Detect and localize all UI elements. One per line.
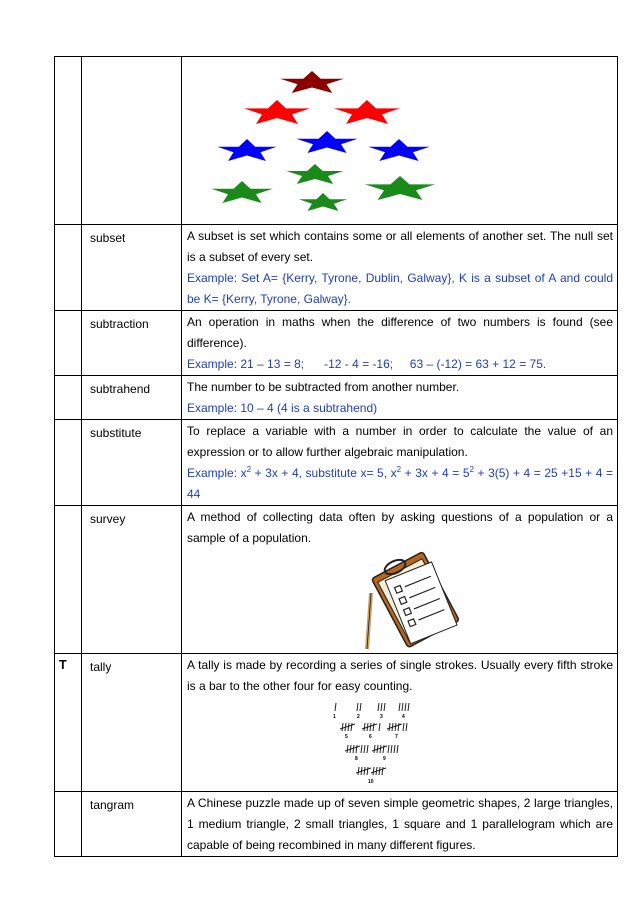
definition-cell bbox=[182, 311, 618, 376]
table-row bbox=[55, 792, 618, 857]
example-text bbox=[187, 463, 613, 505]
star-icon bbox=[334, 100, 400, 124]
definition-text: The number to be subtracted from another number. bbox=[187, 380, 460, 394]
star-icon bbox=[286, 164, 343, 184]
letter-cell bbox=[55, 506, 82, 654]
glossary-table bbox=[54, 56, 618, 857]
table-row bbox=[55, 311, 618, 376]
example-text: Example: 10 – 4 (4 is a subtrahend) bbox=[187, 401, 378, 415]
term-cell: substitute bbox=[82, 420, 182, 506]
clipboard-illustration bbox=[187, 549, 627, 651]
star-icon bbox=[365, 176, 435, 200]
star-icon bbox=[368, 139, 430, 161]
definition-cell bbox=[182, 506, 618, 654]
star-icon bbox=[299, 193, 347, 211]
table-row bbox=[55, 420, 618, 506]
tally-illustration bbox=[187, 697, 627, 791]
term-cell bbox=[82, 57, 182, 225]
letter-cell: T bbox=[55, 654, 82, 792]
tally-label: 9 bbox=[383, 756, 386, 762]
stars-illustration bbox=[187, 58, 627, 224]
tally-label: 3 bbox=[380, 714, 383, 720]
table-row bbox=[55, 57, 618, 225]
letter-cell bbox=[55, 376, 82, 420]
definition-text: A tally is made by recording a series of single strokes. Usually every fifth stroke is a bar to the other four for easy counting. bbox=[187, 658, 613, 693]
exponent: 2 bbox=[396, 465, 402, 474]
star-icon bbox=[217, 139, 276, 161]
letter-cell bbox=[55, 57, 82, 225]
example-text: Example: 21 – 13 = 8; -12 - 4 = -16; 63 – (-12) = 63 + 12 = 75. bbox=[187, 357, 547, 371]
star-icon bbox=[296, 131, 358, 153]
definition-text: An operation in maths when the difference of two numbers is found (see difference). bbox=[187, 315, 613, 350]
definition-cell bbox=[182, 792, 618, 857]
definition-text: To replace a variable with a number in order to calculate the value of an expression or to allow further algebraic manipulation. bbox=[187, 424, 613, 459]
tally-label: 8 bbox=[355, 756, 358, 762]
term-cell: tally bbox=[82, 654, 182, 792]
tally-label: 5 bbox=[345, 734, 348, 740]
table-row bbox=[55, 654, 618, 792]
example-part: + 3x + 4 = 5 bbox=[401, 466, 470, 480]
definition-text: A Chinese puzzle made up of seven simple geometric shapes, 2 large triangles, 1 medium triangle, 2 small triangles, 1 square and 1 parallelogram which are capable of being recombined in many different figures. bbox=[187, 796, 613, 852]
term-cell: subtraction bbox=[82, 311, 182, 376]
tally-label: 1 bbox=[333, 714, 336, 720]
star-icon bbox=[244, 100, 310, 124]
exponent: 2 bbox=[469, 465, 474, 474]
letter-cell bbox=[55, 420, 82, 506]
tally-label: 10 bbox=[368, 779, 374, 785]
star-icon bbox=[280, 71, 344, 93]
letter-cell bbox=[55, 311, 82, 376]
term-cell: subtrahend bbox=[82, 376, 182, 420]
term-cell: subset bbox=[82, 225, 182, 311]
term-cell: survey bbox=[82, 506, 182, 654]
definition-text: A subset is set which contains some or all elements of another set. The null set is a subset of every set. bbox=[187, 229, 613, 264]
definition-cell bbox=[182, 376, 618, 420]
exponent: 2 bbox=[246, 465, 252, 474]
letter-cell bbox=[55, 225, 82, 311]
table-row bbox=[55, 506, 618, 654]
table-row bbox=[55, 376, 618, 420]
letter-cell bbox=[55, 792, 82, 857]
definition-cell bbox=[182, 57, 618, 225]
example-text: Example: Set A= {Kerry, Tyrone, Dublin, Galway}, K is a subset of A and could be K= {Kerry, Tyrone, Galway}. bbox=[187, 271, 613, 306]
definition-cell bbox=[182, 654, 618, 792]
definition-cell bbox=[182, 420, 618, 506]
example-part: + 3(5) + 4 = 25 +15 + 4 = 44 bbox=[187, 466, 613, 501]
definition-cell bbox=[182, 225, 618, 311]
tally-label: 2 bbox=[357, 714, 360, 720]
tally-label: 4 bbox=[402, 714, 405, 720]
term-cell: tangram bbox=[82, 792, 182, 857]
table-row bbox=[55, 225, 618, 311]
tally-label: 6 bbox=[369, 734, 372, 740]
example-part: + 3x + 4, substitute x= 5, x bbox=[251, 466, 397, 480]
example-part: Example: x bbox=[187, 466, 247, 480]
star-icon bbox=[211, 181, 273, 203]
definition-text: A method of collecting data often by asking questions of a population or a sample of a population. bbox=[187, 510, 613, 545]
tally-label: 7 bbox=[395, 734, 398, 740]
